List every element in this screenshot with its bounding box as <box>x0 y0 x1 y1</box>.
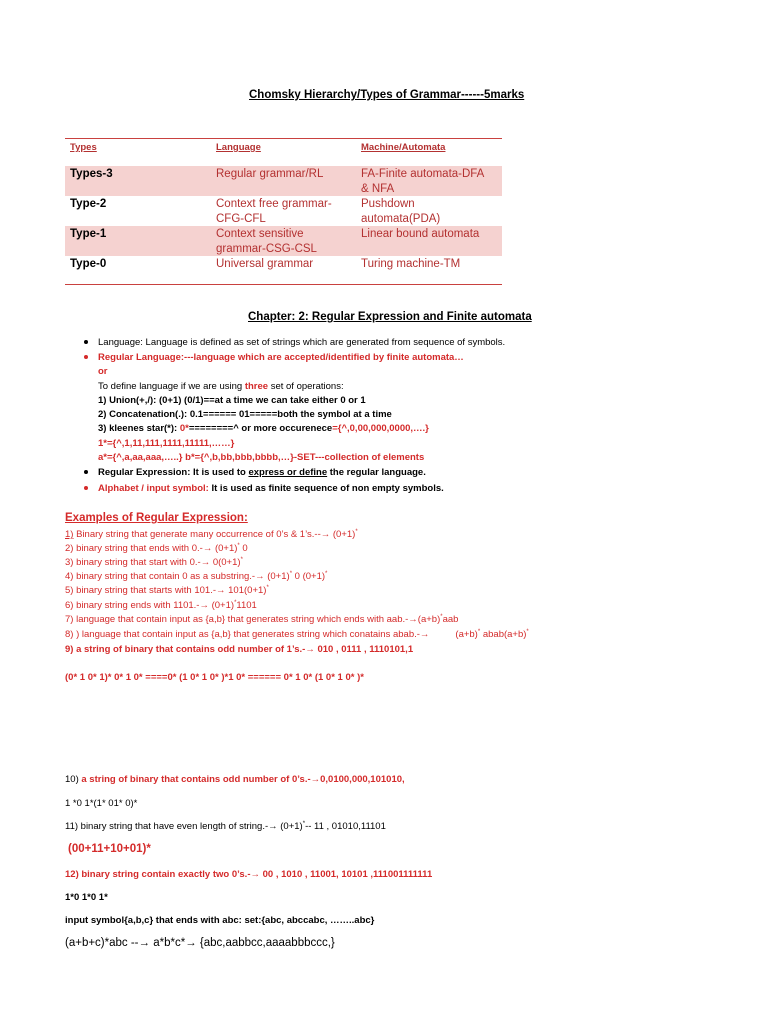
def-a-star: a*={^,a,aa,aaa,…..} b*={^,b,bb,bbb,bbbb,…}-SET---collection of elements <box>98 452 425 463</box>
def-one-star: 1*={^,1,11,111,1111,11111,……} <box>98 438 235 449</box>
def-alphabet: Alphabet / input symbol: It is used as finite sequence of non empty symbols. <box>98 483 444 494</box>
example-11-expression: (00+11+10+01)* <box>68 843 151 855</box>
example-8: 8) ) language that contain input as {a,b} that generates string which conatains abab.-→ (a+b)* abab(a+b)* <box>65 628 529 640</box>
row-language: Regular grammar/RL <box>216 168 324 180</box>
table-top-rule <box>65 138 502 139</box>
example-1: 1) Binary string that generate many occurrence of 0’s & 1’s.--→ (0+1)* <box>65 528 358 540</box>
bullet-icon <box>84 470 88 474</box>
example-12-expression: 1*0 1*0 1* <box>65 892 108 903</box>
def-operations-intro: To define language if we are using three set of operations: <box>98 381 344 392</box>
header-types: Types <box>70 142 97 153</box>
example-7: 7) language that contain input as {a,b} that generates string which ends with aab.-→(a+b)*aab <box>65 613 459 625</box>
def-kleene: 3) kleenes star(*): 0*========^ or more occurenece={^,0,00,000,0000,….} <box>98 423 429 434</box>
example-12: 12) binary string contain exactly two 0’s.-→ 00 , 1010 , 11001, 10101 ,111001111111 <box>65 869 433 880</box>
example-5: 5) binary string that starts with 101.-→ 101(0+1)* <box>65 584 269 596</box>
header-machine: Machine/Automata <box>361 142 446 153</box>
bullet-icon <box>84 486 88 490</box>
row-type: Type-1 <box>70 228 107 240</box>
bullet-icon <box>84 340 88 344</box>
chapter-title: Chapter: 2: Regular Expression and Finite automata <box>248 311 532 323</box>
examples-heading: Examples of Regular Expression: <box>65 512 248 524</box>
row-machine: FA-Finite automata-DFA & NFA <box>361 168 484 195</box>
table-row <box>65 256 502 284</box>
def-union: 1) Union(+,/): (0+1) (0/1)==at a time we can take either 0 or 1 <box>98 395 366 406</box>
table-row <box>65 196 502 226</box>
header-language: Language <box>216 142 261 153</box>
def-concatenation: 2) Concatenation(.): 0.1====== 01=====both the symbol at a time <box>98 409 392 420</box>
row-machine: Pushdown automata(PDA) <box>361 198 441 225</box>
grammar-types-table <box>65 138 502 270</box>
table-row <box>65 166 502 196</box>
example-6: 6) binary string ends with 1101.-→ (0+1)*1101 <box>65 599 257 611</box>
example-13: input symbol{a,b,c} that ends with abc: set:{abc, abccabc, ……..abc} <box>65 915 375 926</box>
row-type: Types-3 <box>70 168 113 180</box>
row-machine: Linear bound automata <box>361 228 480 240</box>
page-title: Chomsky Hierarchy/Types of Grammar------5marks <box>249 89 525 101</box>
example-13-expression: (a+b+c)*abc --→ a*b*c*→ {abc,aabbcc,aaaabbbccc,} <box>65 937 335 949</box>
table-row <box>65 226 502 256</box>
table-header-row <box>65 140 502 154</box>
row-language: Context sensitive grammar-CSG-CSL <box>216 228 317 255</box>
def-language: Language: Language is defined as set of strings which are generated from sequence of symbols. <box>98 337 506 348</box>
example-4: 4) binary string that contain 0 as a substring.-→ (0+1)* 0 (0+1)* <box>65 570 328 582</box>
example-10-expression: 1 *0 1*(1* 01* 0)* <box>65 798 138 809</box>
example-9-expression: (0* 1 0* 1)* 0* 1 0* ====0* (1 0* 1 0* )*1 0* ====== 0* 1 0* (1 0* 1 0* )* <box>65 672 364 683</box>
example-2: 2) binary string that ends with 0.-→ (0+1)* 0 <box>65 542 248 554</box>
table-bottom-rule <box>65 284 502 285</box>
row-language: Universal grammar <box>216 258 314 270</box>
row-language: Context free grammar-CFG-CFL <box>216 198 332 225</box>
def-or: or <box>98 366 108 377</box>
row-machine: Turing machine-TM <box>361 258 461 270</box>
example-3: 3) binary string that start with 0.-→ 0(0+1)* <box>65 556 243 568</box>
bullet-icon <box>84 355 88 359</box>
row-type: Type-0 <box>70 258 107 270</box>
row-type: Type-2 <box>70 198 107 210</box>
example-9: 9) a string of binary that contains odd number of 1’s.-→ 010 , 0111 , 1110101,1 <box>65 644 414 655</box>
example-10: 10) a string of binary that contains odd number of 0’s.-→0,0100,000,101010, <box>65 774 405 785</box>
example-11: 11) binary string that have even length of string.-→ (0+1)*-- 11 , 01010,11101 <box>65 820 386 832</box>
def-regular-expression: Regular Expression: It is used to express or define the regular language. <box>98 467 426 478</box>
def-regular-language: Regular Language:---language which are accepted/identified by finite automata… <box>98 352 464 363</box>
